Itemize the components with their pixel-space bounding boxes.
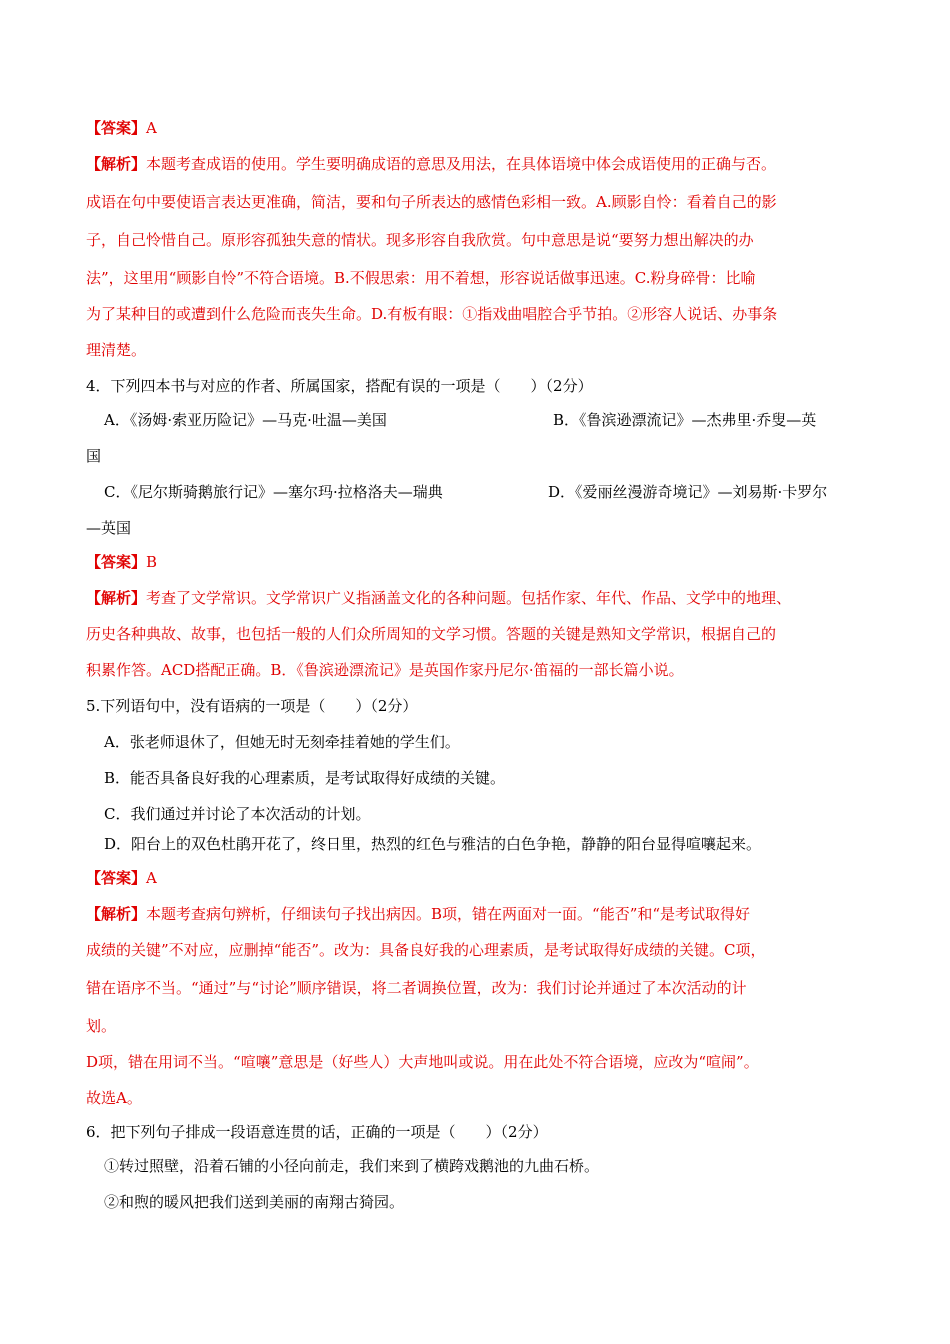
q5-answer xyxy=(86,868,157,888)
q4-option-b-wrap: 国 xyxy=(86,447,102,465)
q5-analysis-line: 错在语序不当。“通过”与“讨论”顺序错误，将二者调换位置，改为：我们讨论并通过了本次活动的计 xyxy=(86,979,747,997)
q5-option-b: B．能否具备良好我的心理素质，是考试取得好成绩的关键。 xyxy=(104,769,506,787)
q3-analysis-line: 为了某种目的或遭到什么危险而丧失生命。D.有板有眼：①指戏曲唱腔合乎节拍。②形容人说话、办事条 xyxy=(86,305,778,323)
q5-analysis-line: D项，错在用词不当。“喧嚷”意思是（好些人）大声地叫或说。用在此处不符合语境，应改为“喧闹”。 xyxy=(86,1053,759,1071)
analysis-text: 考查了文学常识。文学常识广义指涵盖文化的各种问题。包括作家、年代、作品、文学中的地理、 xyxy=(146,589,792,607)
q4-analysis-line: 历史各种典故、故事，也包括一般的人们众所周知的文学习惯。答题的关键是熟知文学常识，根据自己的 xyxy=(86,625,777,643)
q4-stem: 4．下列四本书与对应的作者、所属国家，搭配有误的一项是（ ）（2分） xyxy=(86,377,593,395)
q4-analysis-line xyxy=(86,588,791,608)
analysis-text: 本题考查成语的使用。学生要明确成语的意思及用法，在具体语境中体会成语使用的正确与否。 xyxy=(146,155,777,173)
q4-option-b: B．《鲁滨逊漂流记》—杰弗里·乔叟—英 xyxy=(553,411,817,429)
analysis-tag: 【解析】 xyxy=(86,905,147,923)
q3-answer xyxy=(86,118,157,138)
q5-analysis-line: 划。 xyxy=(86,1017,117,1035)
analysis-tag: 【解析】 xyxy=(86,155,147,173)
q5-analysis-line: 故选A。 xyxy=(86,1089,142,1107)
answer-tag: 【答案】 xyxy=(86,553,147,571)
q3-analysis-line: 子，自己怜惜自己。原形容孤独失意的情状。现多形容自我欣赏。句中意思是说“要努力想出解决的办 xyxy=(86,231,754,249)
analysis-tag: 【解析】 xyxy=(86,589,147,607)
answer-value: A xyxy=(146,869,157,887)
q5-stem: 5.下列语句中，没有语病的一项是（ ）（2分） xyxy=(86,697,418,715)
q6-sentence: ②和煦的暖风把我们送到美丽的南翔古猗园。 xyxy=(104,1193,405,1211)
q4-answer xyxy=(86,552,157,572)
q4-option-d-wrap: —英国 xyxy=(86,519,132,537)
q5-option-d: D．阳台上的双色杜鹃开花了，终日里，热烈的红色与雅洁的白色争艳，静静的阳台显得喧嚷起来。 xyxy=(104,835,762,853)
q5-analysis-line xyxy=(86,904,750,924)
answer-value: A xyxy=(146,119,157,137)
q3-analysis-line xyxy=(86,154,776,174)
answer-tag: 【答案】 xyxy=(86,119,147,137)
q4-analysis-line: 积累作答。ACD搭配正确。B．《鲁滨逊漂流记》是英国作家丹尼尔·笛福的一部长篇小说。 xyxy=(86,661,684,679)
q4-option-c: C．《尼尔斯骑鹅旅行记》—塞尔玛·拉格洛夫—瑞典 xyxy=(104,483,443,501)
answer-tag: 【答案】 xyxy=(86,869,147,887)
q4-option-a: A．《汤姆·索亚历险记》—马克·吐温—美国 xyxy=(104,411,387,429)
q5-analysis-line: 成绩的关键”不对应，应删掉“能否”。改为：具备良好我的心理素质，是考试取得好成绩的关键。C项， xyxy=(86,941,766,959)
q6-stem: 6．把下列句子排成一段语意连贯的话，正确的一项是（ ）（2分） xyxy=(86,1123,548,1141)
q3-analysis-line: 理清楚。 xyxy=(86,341,147,359)
q3-analysis-line: 成语在句中要使语言表达更准确，简洁，要和句子所表达的感情色彩相一致。A.顾影自怜：看着自己的影 xyxy=(86,193,777,211)
analysis-text: 本题考查病句辨析，仔细读句子找出病因。B项，错在两面对一面。“能否”和“是考试取得好 xyxy=(146,905,751,923)
q3-analysis-line: 法”，这里用“顾影自怜”不符合语境。B.不假思索：用不着想，形容说话做事迅速。C.粉身碎骨：比喻 xyxy=(86,269,756,287)
q4-option-d: D．《爱丽丝漫游奇境记》—刘易斯·卡罗尔 xyxy=(548,483,828,501)
q6-sentence: ①转过照壁，沿着石铺的小径向前走，我们来到了横跨戏鹅池的九曲石桥。 xyxy=(104,1157,600,1175)
q5-option-c: C．我们通过并讨论了本次活动的计划。 xyxy=(104,805,371,823)
answer-value: B xyxy=(146,553,158,571)
q5-option-a: A．张老师退休了，但她无时无刻牵挂着她的学生们。 xyxy=(104,733,460,751)
